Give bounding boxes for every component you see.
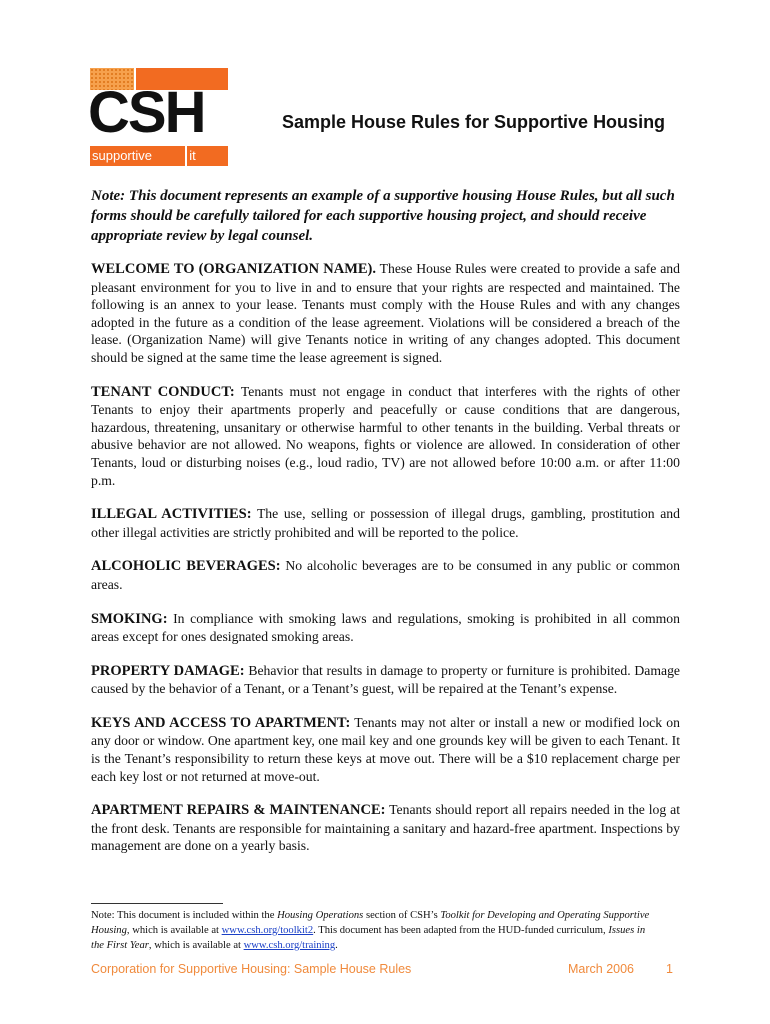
toolkit-link[interactable]: www.csh.org/toolkit2 <box>221 925 314 936</box>
section-property-damage <box>91 662 680 698</box>
footnote-text: , which is available at <box>148 940 244 951</box>
section-text: Tenants may not alter or install a new or modified lock on any door or window. One apartment key, one mail key and one grounds key will be given to each Tenant. It is the Tenant’s responsibility to return these keys at move out. There will be a $10 replacement charge per each key lost or not returned at move-out. <box>91 714 680 784</box>
section-heading: APARTMENT REPAIRS & MAINTENANCE: <box>91 802 386 819</box>
legal-note: Note: This document represents an example of a supportive housing House Rules, but all such forms should be carefully tailored for each supportive housing project, and should receive appropriate review by legal counsel. <box>91 188 675 244</box>
footnote-text: . <box>335 940 338 951</box>
section-text: These House Rules were created to provide a safe and pleasant environment for you to live in and to ensure that your rights are respected and maintained. The following is an annex to your lease. Tenants must comply with the House Rules and with any changes adopted in the future as a condition of the lease agreement. Violations will be considered a breach of the lease. (Organization Name) will give Tenants notice in writing of any changes adopted. This document should be signed at the same time the lease agreement is signed. <box>91 261 680 365</box>
document-title: Sample House Rules for Supportive Housing <box>282 112 666 132</box>
section-text: Tenants should report all repairs needed in the log at the front desk. Tenants are responsible for maintaining a sanitary and hazard-free apartment. Inspections by management are done on a yearly basis. <box>91 802 680 854</box>
section-text: The use, selling or possession of illegal drugs, gambling, prostitution and other illegal activities are strictly prohibited and will be reported to the police. <box>91 506 680 540</box>
training-link[interactable]: www.csh.org/training <box>243 940 336 951</box>
section-repairs-maintenance <box>91 801 680 855</box>
footer-title: Corporation for Supportive Housing: Sample House Rules <box>91 962 412 976</box>
footnote-italic: Toolkit for Developing and Operating Supportive Housing <box>91 910 650 936</box>
footnote-divider <box>91 903 223 904</box>
footnote-italic: Issues in the First Year <box>91 925 646 951</box>
section-smoking <box>91 610 680 646</box>
footnote <box>91 908 651 953</box>
section-tenant-conduct <box>91 383 680 490</box>
footer-date: March 2006 <box>568 962 635 976</box>
page-number: 1 <box>666 962 673 976</box>
logo-tagline-right: it works <box>187 146 228 166</box>
section-text: Behavior that results in damage to property or furniture is prohibited. Damage caused by the behavior of a Tenant, or a Tenant’s guest, will be repaired at the Tenant’s expense. <box>91 662 680 697</box>
logo-tagline-left: supportive housing <box>90 146 185 166</box>
section-heading: TENANT CONDUCT: <box>91 383 235 400</box>
logo-tagline <box>90 146 228 183</box>
section-alcoholic-beverages <box>91 557 680 593</box>
document-body <box>91 186 680 871</box>
section-heading: KEYS AND ACCESS TO APARTMENT: <box>91 714 351 731</box>
csh-logo <box>88 68 228 183</box>
section-text: Tenants must not engage in conduct that interferes with the rights of other Tenants to enjoy their apartments properly and peacefully or cause conditions that are dangerous, hazardous, threatening, unsanitary or otherwise harmful to other tenants in the building. Verbal threats or abusive behavior are not allowed. No weapons, fights or violence are allowed. In consideration of other Tenants, loud or disturbing noises (e.g., loud radio, TV) are not allowed before 10:00 a.m. or after 11:00 p.m. <box>91 383 680 488</box>
section-heading: WELCOME TO (ORGANIZATION NAME). <box>91 261 376 277</box>
footnote-text: section of CSH’s <box>363 910 441 921</box>
section-text: In compliance with smoking laws and regulations, smoking is prohibited in all common areas except for ones designated smoking areas. <box>91 610 680 645</box>
section-heading: ILLEGAL ACTIVITIES: <box>91 506 252 523</box>
footnote-italic: Housing Operations <box>277 910 364 921</box>
logo-letters: CSH <box>88 80 205 145</box>
footnote-text: . This document has been adapted from the HUD-funded curriculum, <box>313 925 609 936</box>
section-heading: ALCOHOLIC BEVERAGES: <box>91 558 281 575</box>
footnote-text: Note: This document is included within the <box>91 910 278 921</box>
section-heading: SMOKING: <box>91 610 168 627</box>
section-illegal-activities <box>91 505 680 541</box>
section-keys-access <box>91 714 680 785</box>
section-heading: PROPERTY DAMAGE: <box>91 662 245 679</box>
section-text: No alcoholic beverages are to be consumed in any public or common areas. <box>91 558 680 592</box>
footnote-text: , which is available at <box>126 925 222 936</box>
section-welcome <box>91 260 680 367</box>
